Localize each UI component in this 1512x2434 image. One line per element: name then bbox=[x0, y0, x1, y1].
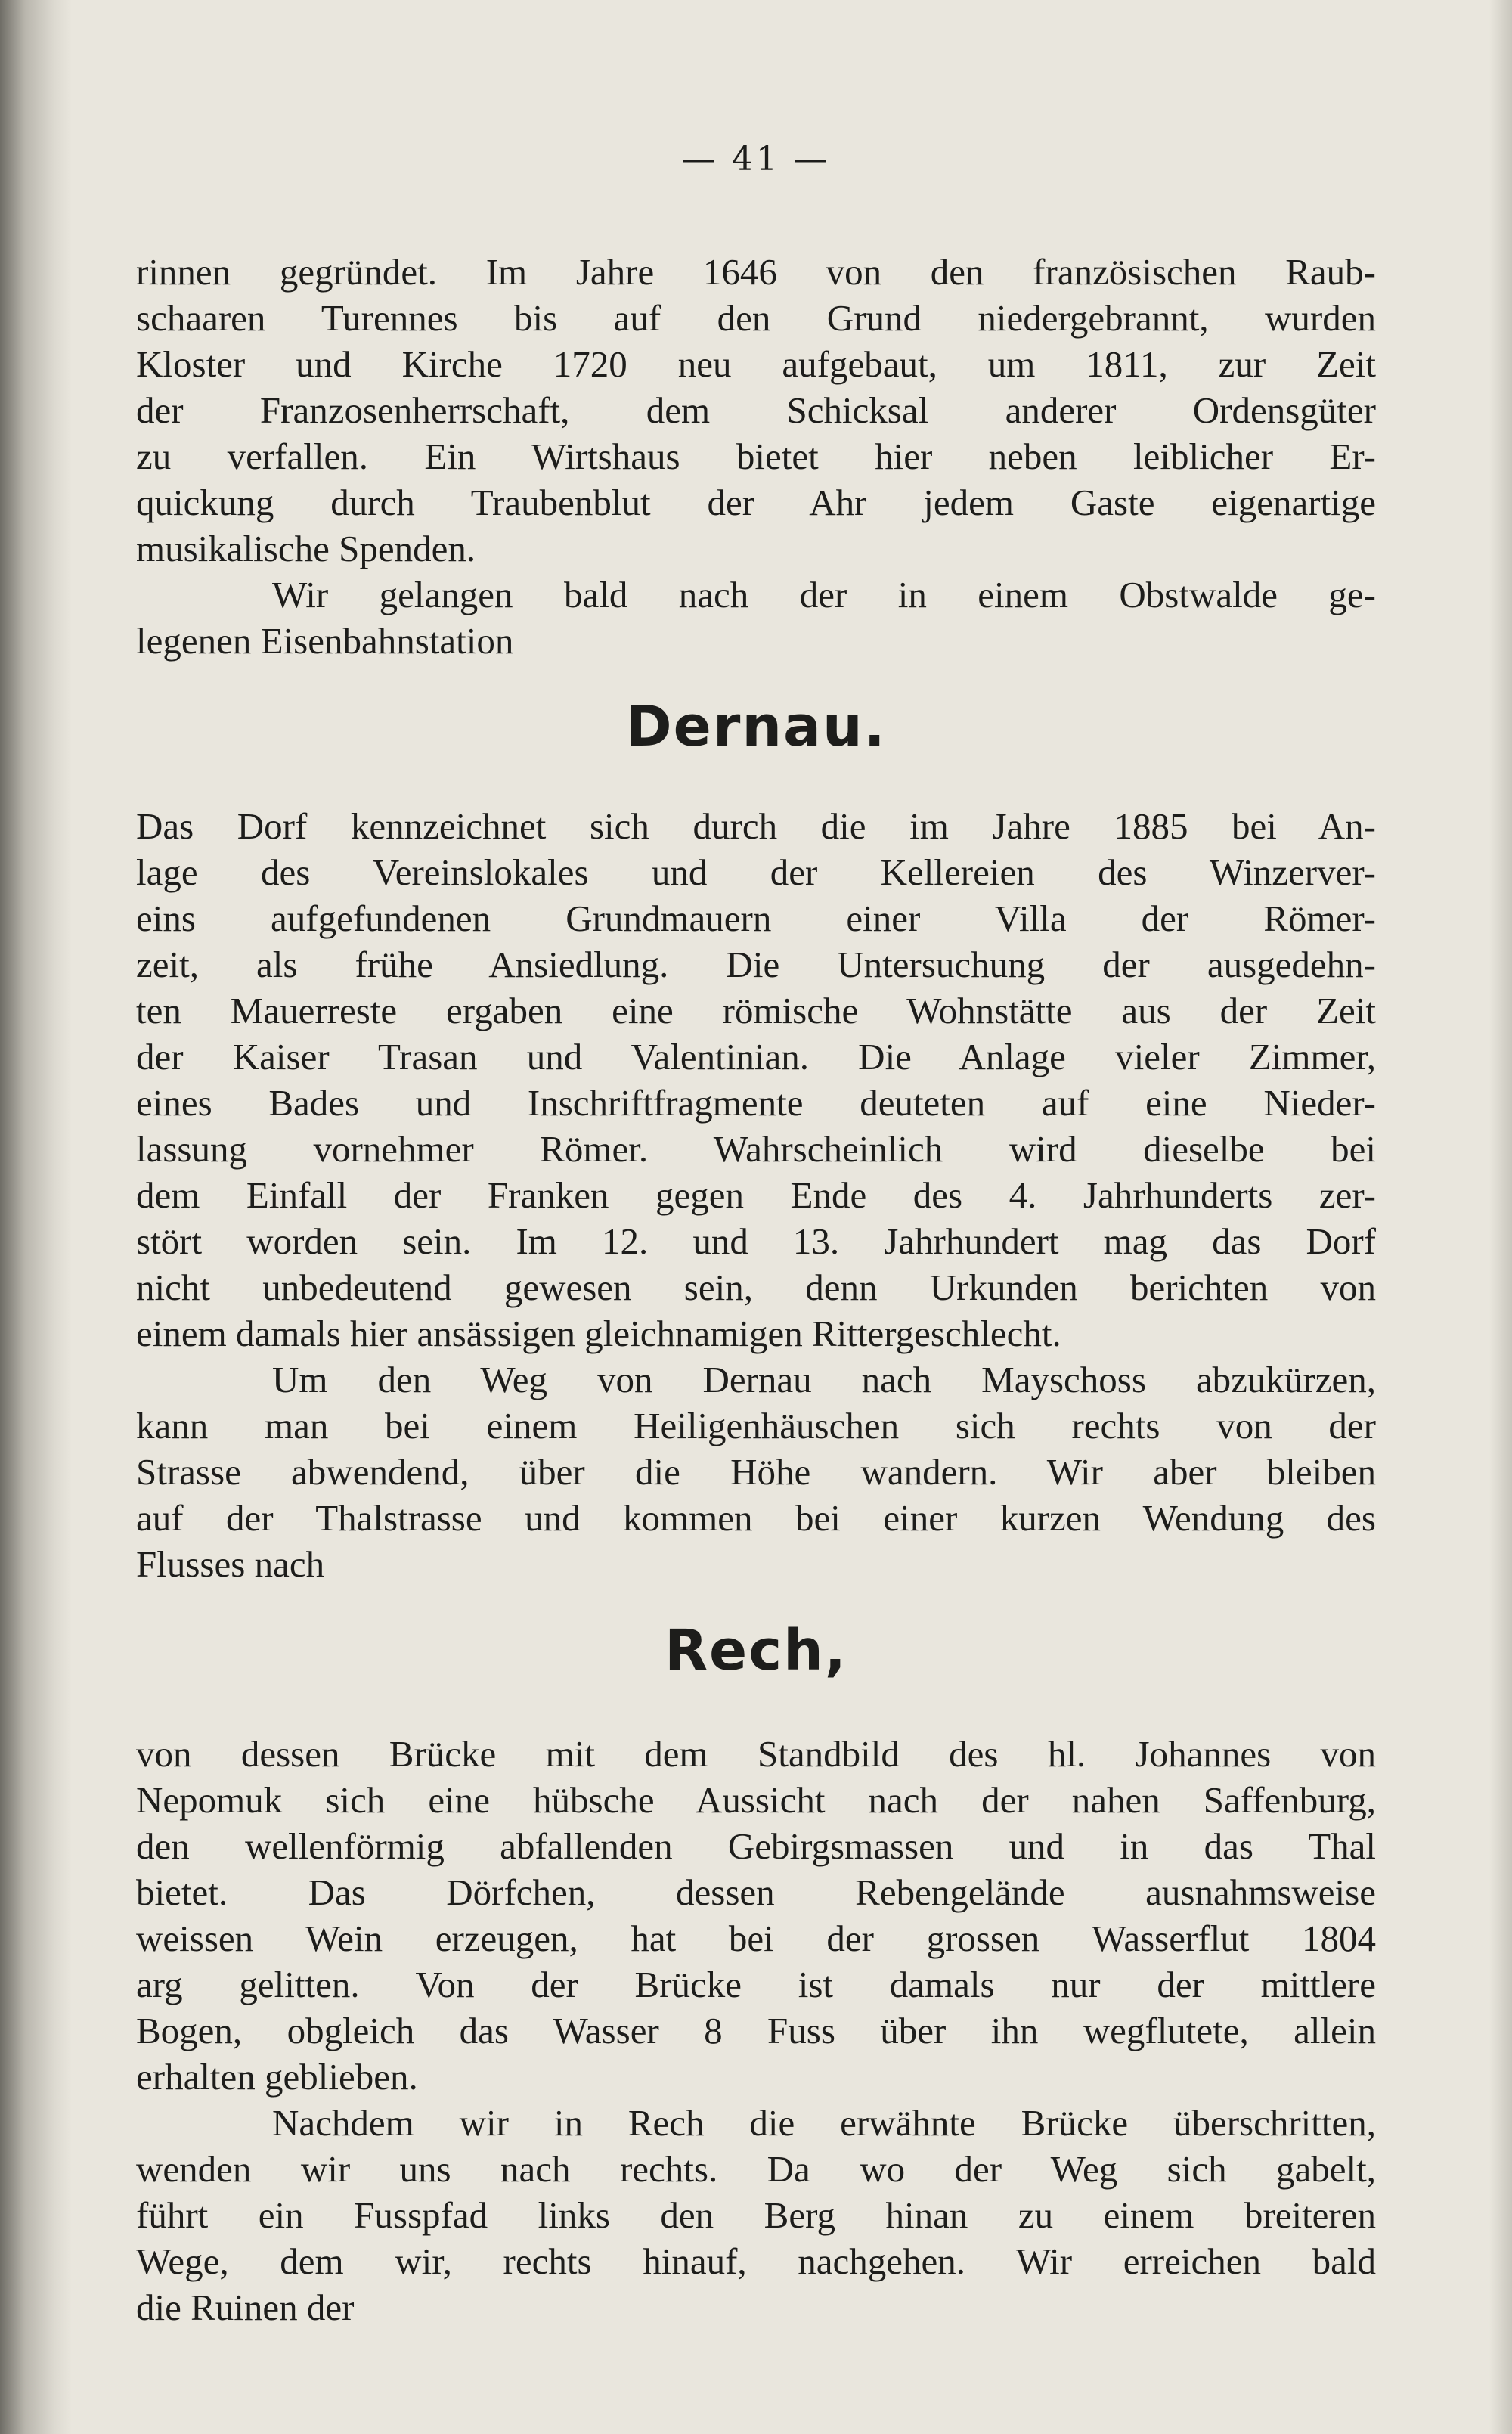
text-line: Kloster und Kirche 1720 neu aufgebaut, um 1811, zur Zeit bbox=[136, 343, 1376, 385]
text-line: Flusses nach bbox=[136, 1543, 325, 1585]
text-line: eins aufgefundenen Grundmauern einer Villa der Römer- bbox=[136, 898, 1376, 939]
text-line: führt ein Fusspfad links den Berg hinan zu einem breiteren bbox=[136, 2194, 1376, 2236]
text-line: bietet. Das Dörfchen, dessen Rebengelände ausnahmsweise bbox=[136, 1871, 1376, 1913]
text-line: Wir gelangen bald nach der in einem Obstwalde ge- bbox=[272, 574, 1376, 615]
text-line: legenen Eisenbahnstation bbox=[136, 620, 514, 662]
text-line: der Franzosenherrschaft, dem Schicksal anderer Ordensgüter bbox=[136, 389, 1376, 431]
text-line: rinnen gegründet. Im Jahre 1646 von den französischen Raub- bbox=[136, 251, 1376, 293]
text-line: Um den Weg von Dernau nach Mayschoss abzukürzen, bbox=[272, 1359, 1376, 1400]
text-line: Bogen, obgleich das Wasser 8 Fuss über ihn wegflutete, allein bbox=[136, 2010, 1376, 2051]
text-line: erhalten geblieben. bbox=[136, 2056, 418, 2098]
text-line: Nepomuk sich eine hübsche Aussicht nach der nahen Saffenburg, bbox=[136, 1779, 1376, 1821]
text-line: schaaren Turennes bis auf den Grund niedergebrannt, wurden bbox=[136, 297, 1376, 339]
text-line: Das Dorf kennzeichnet sich durch die im Jahre 1885 bei An- bbox=[136, 805, 1376, 847]
text-line: arg gelitten. Von der Brücke ist damals nur der mittlere bbox=[136, 1964, 1376, 2005]
text-line: wenden wir uns nach rechts. Da wo der Weg sich gabelt, bbox=[136, 2148, 1376, 2190]
text-line: dem Einfall der Franken gegen Ende des 4. Jahrhunderts zer- bbox=[136, 1174, 1376, 1216]
text-line: weissen Wein erzeugen, hat bei der grossen Wasserflut 1804 bbox=[136, 1918, 1376, 1959]
heading-rech: Rech, bbox=[665, 1618, 847, 1683]
page-gutter-shadow bbox=[0, 0, 72, 2434]
text-line: stört worden sein. Im 12. und 13. Jahrhundert mag das Dorf bbox=[136, 1220, 1376, 1262]
text-line: ten Mauerreste ergaben eine römische Wohnstätte aus der Zeit bbox=[136, 990, 1376, 1031]
text-line: zu verfallen. Ein Wirtshaus bietet hier neben leiblicher Er- bbox=[136, 436, 1376, 477]
text-line: der Kaiser Trasan und Valentinian. Die Anlage vieler Zimmer, bbox=[136, 1036, 1376, 1077]
text-line: Strasse abwendend, über die Höhe wandern. Wir aber bleiben bbox=[136, 1451, 1376, 1493]
text-line: die Ruinen der bbox=[136, 2287, 355, 2328]
text-line: einem damals hier ansässigen gleichnamigen Rittergeschlecht. bbox=[136, 1313, 1061, 1354]
page-number: — 41 — bbox=[682, 140, 830, 178]
text-line: von dessen Brücke mit dem Standbild des hl. Johannes von bbox=[136, 1733, 1376, 1775]
page-edge-shadow bbox=[1489, 0, 1512, 2434]
heading-dernau: Dernau. bbox=[625, 694, 887, 759]
text-line: eines Bades und Inschriftfragmente deuteten auf eine Nieder- bbox=[136, 1082, 1376, 1124]
text-line: quickung durch Traubenblut der Ahr jedem Gaste eigenartige bbox=[136, 482, 1376, 523]
text-line: Nachdem wir in Rech die erwähnte Brücke überschritten, bbox=[272, 2102, 1376, 2144]
text-line: lassung vornehmer Römer. Wahrscheinlich wird dieselbe bei bbox=[136, 1128, 1376, 1170]
text-line: zeit, als frühe Ansiedlung. Die Untersuchung der ausgedehn- bbox=[136, 944, 1376, 985]
text-line: auf der Thalstrasse und kommen bei einer kurzen Wendung des bbox=[136, 1497, 1376, 1539]
text-line: nicht unbedeutend gewesen sein, denn Urkunden berichten von bbox=[136, 1267, 1376, 1308]
text-line: lage des Vereinslokales und der Kellereien des Winzerver- bbox=[136, 851, 1376, 893]
text-line: kann man bei einem Heiligenhäuschen sich rechts von der bbox=[136, 1405, 1376, 1446]
text-line: den wellenförmig abfallenden Gebirgsmassen und in das Thal bbox=[136, 1825, 1376, 1867]
text-line: Wege, dem wir, rechts hinauf, nachgehen. Wir erreichen bald bbox=[136, 2240, 1376, 2282]
text-line: musikalische Spenden. bbox=[136, 528, 476, 569]
